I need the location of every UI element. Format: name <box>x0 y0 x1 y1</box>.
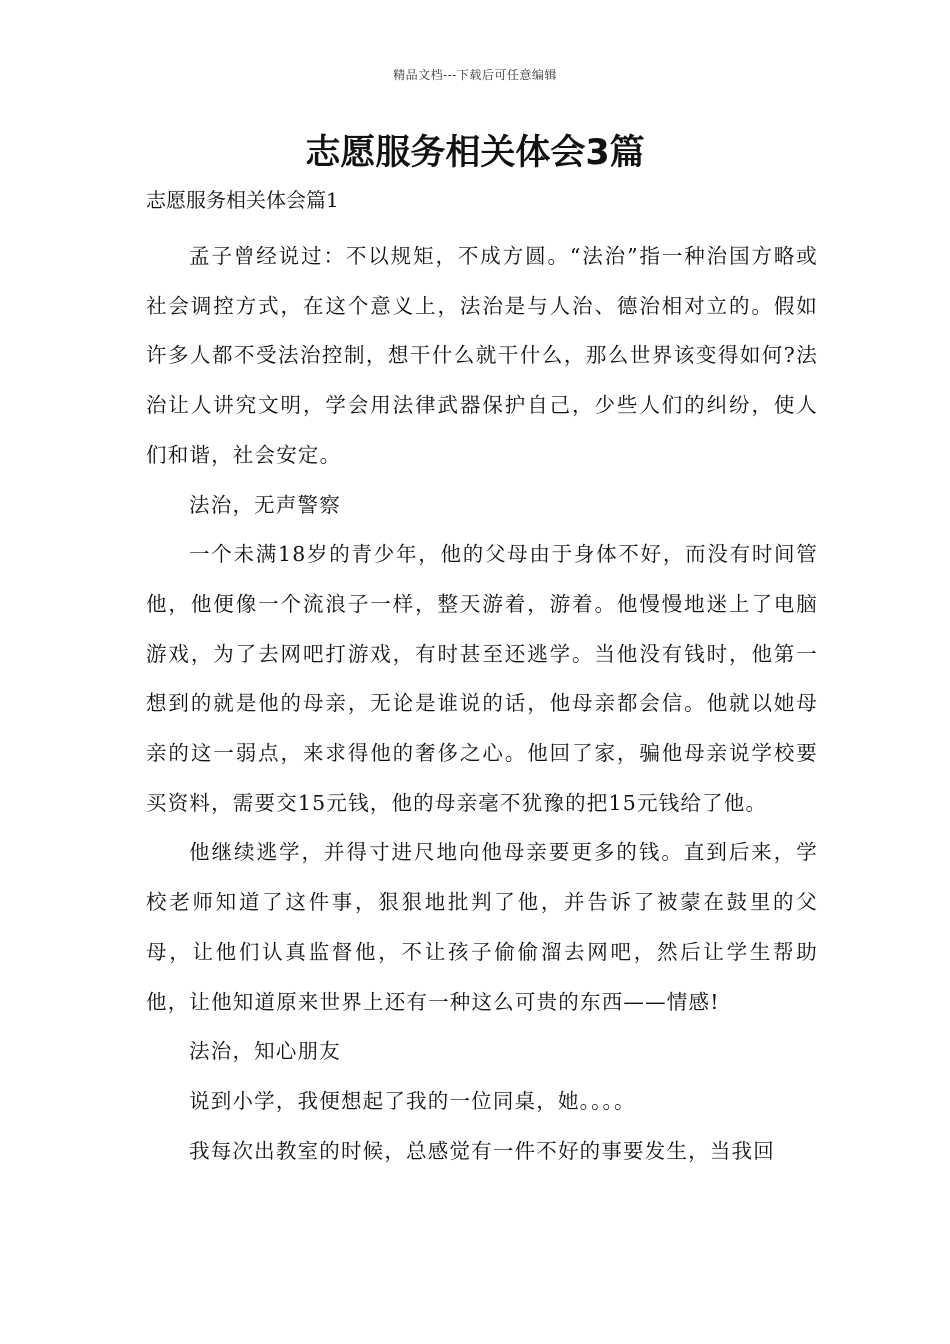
document-body <box>146 232 818 1176</box>
paragraph: 一个未满18岁的青少年，他的父母由于身体不好，而没有时间管他，他便像一个流浪子一样，整天游着，游着。他慢慢地迷上了电脑游戏，为了去网吧打游戏，有时甚至还逃学。当他没有钱时，他第一想到的就是他的母亲，无论是谁说的话，他母亲都会信。他就以她母亲的这一弱点，来求得他的奢侈之心。他回了家，骗他母亲说学校要买资料，需要交15元钱，他的母亲毫不犹豫的把15元钱给了他。 <box>146 542 818 815</box>
paragraph: 我每次出教室的时候，总感觉有一件不好的事要发生，当我回 <box>189 1138 775 1163</box>
paragraph: 说到小学，我便想起了我的一位同桌，她。。。。 <box>189 1088 636 1113</box>
section-title: 志愿服务相关体会篇1 <box>146 188 339 212</box>
paragraph: 他继续逃学，并得寸进尺地向他母亲要更多的钱。直到后来，学校老师知道了这件事，狠狠地批判了他，并告诉了被蒙在鼓里的父母，让他们认真监督他，不让孩子偷偷溜去网吧，然后让学生帮助他，让他知道原来世界上还有一种这么可贵的东西——情感! <box>146 840 818 1014</box>
subheading: 法治，无声警察 <box>189 492 341 517</box>
document-title: 志愿服务相关体会3篇 <box>305 133 645 173</box>
header-note: 精品文档---下载后可任意编辑 <box>393 68 557 82</box>
subheading: 法治，知心朋友 <box>189 1039 341 1064</box>
paragraph: 孟子曾经说过：不以规矩，不成方圆。“法治”指一种治国方略或社会调控方式，在这个意义上，法治是与人治、德治相对立的。假如许多人都不受法治控制，想干什么就干什么，那么世界该变得如何?法治让人讲究文明，学会用法律武器保护自己，少些人们的纠纷，使人们和谐，社会安定。 <box>146 244 818 467</box>
